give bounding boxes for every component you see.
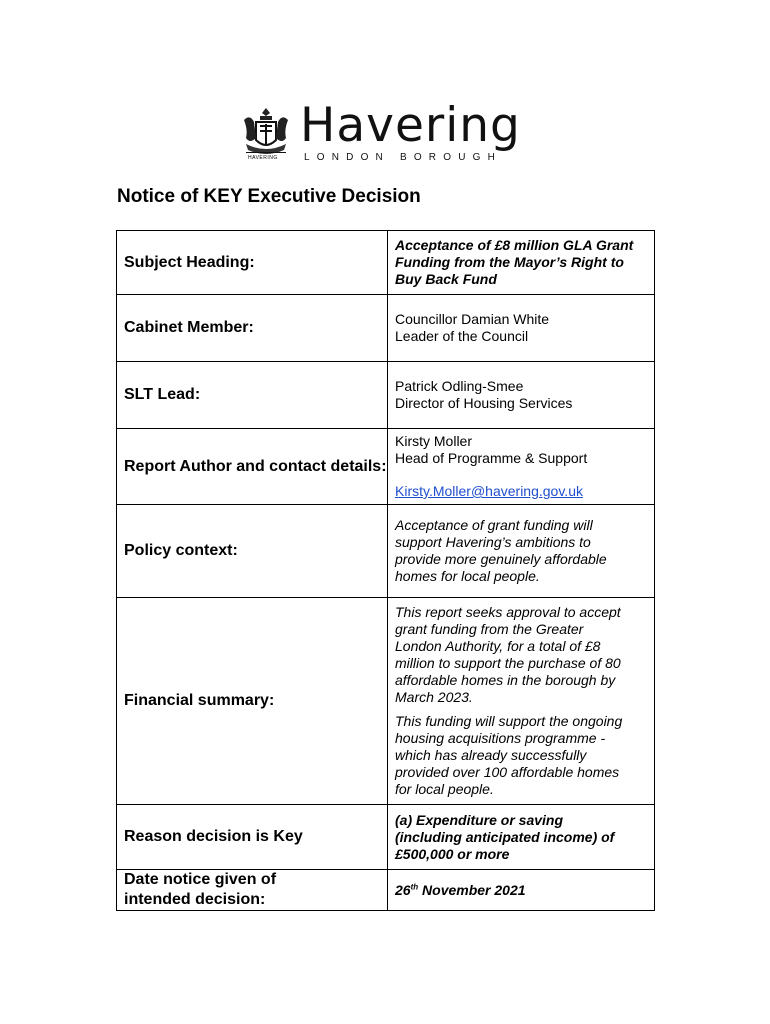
table-row [117, 870, 655, 911]
date-notice-label [117, 870, 388, 911]
value-line: Buy Back Fund [395, 271, 497, 287]
value-line: (including anticipated income) of [395, 828, 615, 845]
value-line: for local people. [395, 781, 494, 797]
reason-key-label: Reason decision is Key [117, 805, 388, 870]
table-row [117, 429, 655, 505]
value-line: grant funding from the Greater [395, 621, 584, 637]
value-line: homes for local people. [395, 568, 540, 584]
financial-summary-label: Financial summary: [117, 598, 388, 805]
value-line: support Havering’s ambitions to [395, 534, 591, 550]
value-line: Head of Programme & Support [395, 450, 588, 466]
value-line: Director of Housing Services [395, 395, 573, 411]
value-line: (a) Expenditure or saving [395, 811, 564, 828]
table-row [117, 505, 655, 598]
value-line: which has already successfully [395, 747, 587, 763]
page-title: Notice of KEY Executive Decision [117, 186, 421, 207]
author-email-link[interactable]: Kirsty.Moller@havering.gov.uk [395, 483, 583, 499]
value-line: Councillor Damian White [395, 311, 550, 327]
value-line: housing acquisitions programme - [395, 730, 606, 746]
slt-lead-value [388, 362, 655, 429]
value-line: This funding will support the ongoing [395, 713, 623, 729]
value-line: This report seeks approval to accept [395, 604, 621, 620]
table-row [117, 295, 655, 362]
label-line: intended decision: [124, 891, 266, 908]
value-line: affordable homes in the borough by [395, 672, 616, 688]
value-line: Funding from the Mayor’s Right to [395, 254, 624, 270]
date-month-year: November 2021 [418, 881, 526, 898]
date-day: 26 [395, 881, 411, 898]
policy-context-label: Policy context: [117, 505, 388, 598]
decision-table [116, 230, 655, 911]
value-line: Kirsty Moller [395, 433, 473, 449]
value-line: Leader of the Council [395, 328, 529, 344]
value-line: Patrick Odling-Smee [395, 378, 524, 394]
value-line: March 2023. [395, 689, 473, 705]
subject-heading-label: Subject Heading: [117, 231, 388, 295]
table-row [117, 598, 655, 805]
crest-caption: HAVERING [248, 155, 278, 161]
table-row [117, 231, 655, 295]
value-line: Acceptance of £8 million GLA Grant [395, 237, 634, 253]
value-line: £500,000 or more [395, 845, 510, 862]
label-line: Date notice given of [124, 871, 277, 888]
cabinet-member-value [388, 295, 655, 362]
value-line: provide more genuinely affordable [395, 551, 607, 567]
cabinet-member-label: Cabinet Member: [117, 295, 388, 362]
value-line: provided over 100 affordable homes [395, 764, 620, 780]
london-borough-text: LONDON BOROUGH [304, 152, 503, 163]
report-author-value [388, 429, 655, 505]
subject-heading-value [388, 231, 655, 295]
value-line: million to support the purchase of 80 [395, 655, 621, 671]
havering-wordmark: Havering [300, 98, 521, 153]
date-notice-value [388, 870, 655, 911]
value-line: London Authority, for a total of £8 [395, 638, 601, 654]
date-suffix: th [410, 881, 419, 891]
table-row [117, 362, 655, 429]
policy-context-value [388, 505, 655, 598]
value-line: Acceptance of grant funding will [395, 517, 593, 533]
report-author-label: Report Author and contact details: [117, 429, 388, 505]
havering-logo [240, 98, 530, 166]
slt-lead-label: SLT Lead: [117, 362, 388, 429]
table-row [117, 805, 655, 870]
reason-key-value [388, 805, 655, 870]
financial-summary-value [388, 598, 655, 805]
